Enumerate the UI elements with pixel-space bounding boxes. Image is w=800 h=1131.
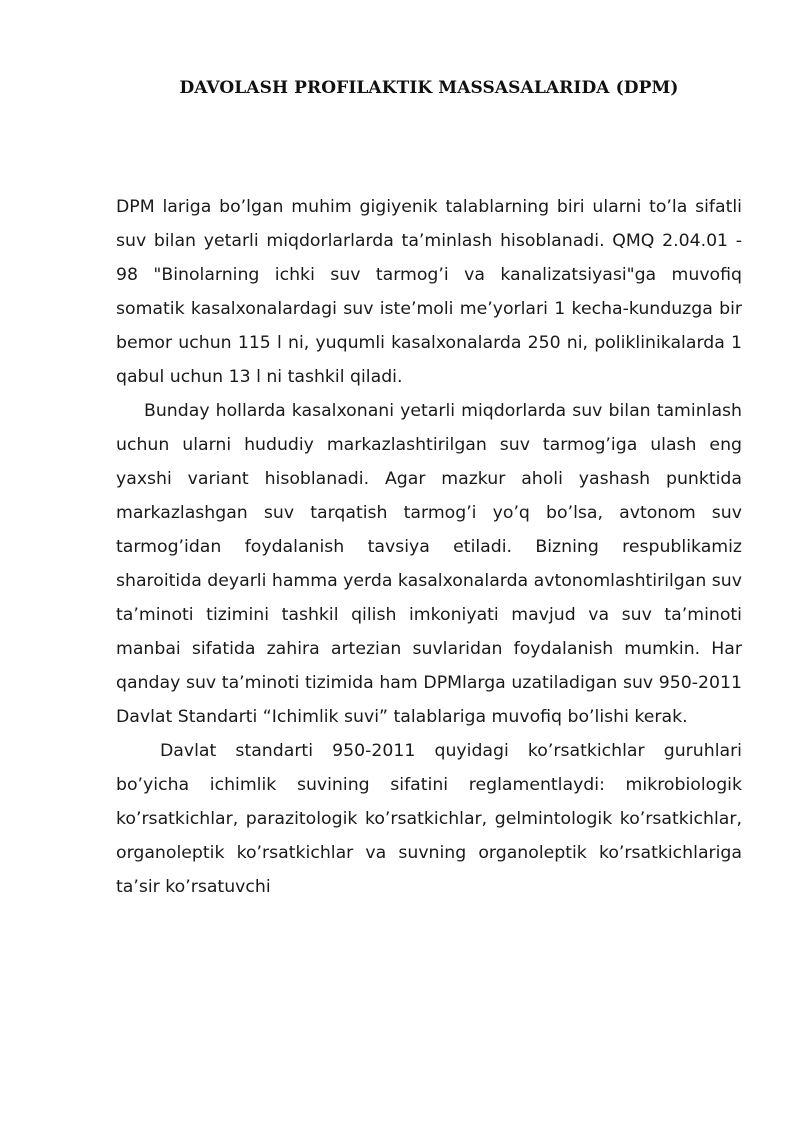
paragraph-centralized-water-network: Bunday hollarda kasalxonani yetarli miqdorlarda suv bilan taminlash uchun ularni hududiy markazlashtirilgan suv tarmog’iga ulash eng yaxshi variant hisoblanadi. Agar mazkur aholi yashash punktida markazlashgan suv tarqatish tarmog’i yo’q bo’lsa, avtonom suv tarmog’idan foydalanish tavsiya etiladi. Bizning respublikamiz sharoitida deyarli hamma yerda kasalxonalarda avtonomlashtirilgan suv ta’minoti tizimini tashkil qilish imkoniyati mavjud va suv ta’minoti manbai sifatida zahira artezian suvlaridan foydalanish mumkin. Har qanday suv ta’minoti tizimida ham DPMlarga uzatiladigan suv 950-2011 Davlat Standarti “Ichimlik suvi” talablariga muvofiq bo’lishi kerak. — [116, 401, 742, 727]
paragraph-water-supply-norms: DPM lariga bo’lgan muhim gigiyenik talablarning biri ularni to’la sifatli suv bilan yetarli miqdorlarlarda ta’minlash hisoblanadi. QMQ 2.04.01 - 98 "Binolarning ichki suv tarmog’i va kanalizatsiyasi"ga muvofiq somatik kasalxonalardagi suv iste’moli me’yorlari 1 kecha-kunduzga bir bemor uchun 115 l ni, yuqumli kasalxonalarda 250 ni, poliklinikalarda 1 qabul uchun 13 l ni tashkil qiladi. — [116, 197, 742, 387]
document-title: DAVOLASH PROFILAKTIK MASSASALARIDA (DPM) — [179, 78, 679, 98]
document-body — [116, 190, 742, 904]
paragraph-state-standard-indicators: Davlat standarti 950-2011 quyidagi ko’rsatkichlar guruhlari bo’yicha ichimlik suvining sifatini reglamentlaydi: mikrobiologik ko’rsatkichlar, parazitologik ko’rsatkichlar, gelmintologik ko’rsatkichlar, organoleptik ko’rsatkichlar va suvning organoleptik ko’rsatkichlariga ta’sir ko’rsatuvchi — [116, 741, 742, 897]
